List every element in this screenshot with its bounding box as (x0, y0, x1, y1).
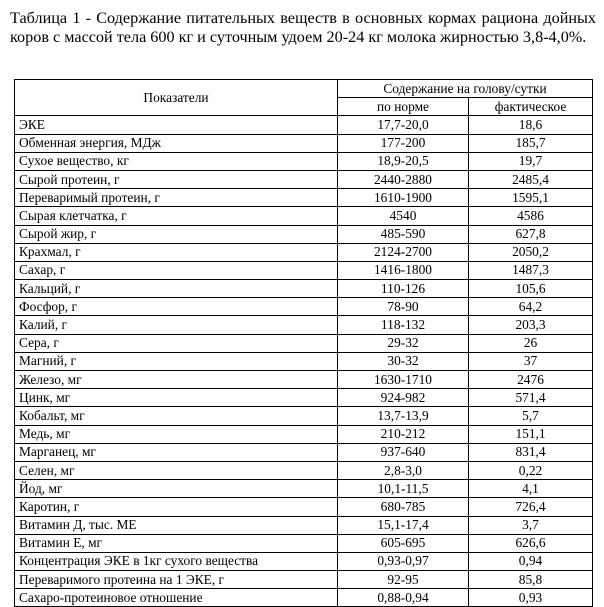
table-row (15, 243, 593, 261)
row-norm-cell: 924-982 (338, 389, 469, 407)
row-name-cell: Концентрация ЭКЕ в 1кг сухого вещества (15, 552, 338, 570)
row-name-cell: Витамин Е, мг (15, 534, 338, 552)
row-norm-cell: 0,93-0,97 (338, 552, 469, 570)
row-name-cell: Сырая клетчатка, г (15, 207, 338, 225)
row-norm-cell: 10,1-11,5 (338, 480, 469, 498)
row-name-cell: Сухое вещество, кг (15, 152, 338, 170)
row-norm-cell: 30-32 (338, 352, 469, 370)
row-name-cell: Переваримого протеина на 1 ЭКЕ, г (15, 571, 338, 589)
row-name-cell: Каротин, г (15, 498, 338, 516)
row-norm-cell: 937-640 (338, 443, 469, 461)
row-name-cell: ЭКЕ (15, 116, 338, 134)
table-row (15, 152, 593, 170)
row-norm-cell: 110-126 (338, 280, 469, 298)
row-name-cell: Кобальт, мг (15, 407, 338, 425)
row-actual-cell: 2485,4 (469, 170, 593, 188)
row-name-cell: Фосфор, г (15, 298, 338, 316)
table-row (15, 280, 593, 298)
table-caption: Таблица 1 - Содержание питательных веществ в основных кормах рациона дойных коров с массой тела 600 кг и суточным удоем 20-24 кг молока жирностью 3,8-4,0%. (10, 9, 596, 46)
row-name-cell: Марганец, мг (15, 443, 338, 461)
table-row (15, 389, 593, 407)
row-name-cell: Железо, мг (15, 371, 338, 389)
row-norm-cell: 2124-2700 (338, 243, 469, 261)
row-norm-cell: 29-32 (338, 334, 469, 352)
row-norm-cell: 15,1-17,4 (338, 516, 469, 534)
row-actual-cell: 185,7 (469, 134, 593, 152)
row-actual-cell: 26 (469, 334, 593, 352)
row-name-cell: Сера, г (15, 334, 338, 352)
row-norm-cell: 2440-2880 (338, 170, 469, 188)
row-name-cell: Сырой жир, г (15, 225, 338, 243)
row-name-cell: Сахаро-протеиновое отношение (15, 589, 338, 607)
table-row (15, 225, 593, 243)
row-actual-cell: 37 (469, 352, 593, 370)
table-row (15, 207, 593, 225)
header-actual: фактическое (469, 98, 593, 116)
row-name-cell: Калий, г (15, 316, 338, 334)
table-row (15, 189, 593, 207)
row-actual-cell: 203,3 (469, 316, 593, 334)
row-actual-cell: 18,6 (469, 116, 593, 134)
table-row (15, 298, 593, 316)
row-name-cell: Сахар, г (15, 261, 338, 279)
row-actual-cell: 626,6 (469, 534, 593, 552)
table-row (15, 116, 593, 134)
row-norm-cell: 0,88-0,94 (338, 589, 469, 607)
table-row (15, 498, 593, 516)
row-actual-cell: 627,8 (469, 225, 593, 243)
table-row (15, 316, 593, 334)
row-actual-cell: 4,1 (469, 480, 593, 498)
row-name-cell: Йод, мг (15, 480, 338, 498)
row-norm-cell: 485-590 (338, 225, 469, 243)
row-actual-cell: 5,7 (469, 407, 593, 425)
row-norm-cell: 78-90 (338, 298, 469, 316)
row-actual-cell: 2476 (469, 371, 593, 389)
header-content-group: Содержание на голову/сутки (338, 80, 593, 98)
row-actual-cell: 2050,2 (469, 243, 593, 261)
table-row (15, 480, 593, 498)
row-actual-cell: 726,4 (469, 498, 593, 516)
row-actual-cell: 571,4 (469, 389, 593, 407)
table-row (15, 534, 593, 552)
table-row (15, 334, 593, 352)
row-name-cell: Магний, г (15, 352, 338, 370)
row-norm-cell: 210-212 (338, 425, 469, 443)
row-name-cell: Переваримый протеин, г (15, 189, 338, 207)
row-norm-cell: 1610-1900 (338, 189, 469, 207)
row-norm-cell: 118-132 (338, 316, 469, 334)
table-row (15, 352, 593, 370)
row-norm-cell: 4540 (338, 207, 469, 225)
row-actual-cell: 831,4 (469, 443, 593, 461)
row-name-cell: Сырой протеин, г (15, 170, 338, 188)
table-row (15, 425, 593, 443)
row-norm-cell: 680-785 (338, 498, 469, 516)
row-name-cell: Селен, мг (15, 461, 338, 479)
row-norm-cell: 13,7-13,9 (338, 407, 469, 425)
row-norm-cell: 1416-1800 (338, 261, 469, 279)
row-actual-cell: 0,93 (469, 589, 593, 607)
table-row (15, 261, 593, 279)
row-norm-cell: 17,7-20,0 (338, 116, 469, 134)
row-actual-cell: 64,2 (469, 298, 593, 316)
row-actual-cell: 1595,1 (469, 189, 593, 207)
row-actual-cell: 1487,3 (469, 261, 593, 279)
table-row (15, 371, 593, 389)
row-actual-cell: 151,1 (469, 425, 593, 443)
row-norm-cell: 177-200 (338, 134, 469, 152)
row-name-cell: Крахмал, г (15, 243, 338, 261)
row-actual-cell: 19,7 (469, 152, 593, 170)
table-row (15, 170, 593, 188)
row-norm-cell: 2,8-3,0 (338, 461, 469, 479)
row-norm-cell: 1630-1710 (338, 371, 469, 389)
header-indicator: Показатели (15, 80, 338, 116)
row-actual-cell: 85,8 (469, 571, 593, 589)
table-row (15, 461, 593, 479)
row-norm-cell: 92-95 (338, 571, 469, 589)
row-actual-cell: 0,22 (469, 461, 593, 479)
table-body (15, 116, 593, 607)
row-name-cell: Цинк, мг (15, 389, 338, 407)
row-norm-cell: 605-695 (338, 534, 469, 552)
header-norm: по норме (338, 98, 469, 116)
row-name-cell: Витамин Д, тыс. МЕ (15, 516, 338, 534)
row-actual-cell: 0,94 (469, 552, 593, 570)
table-row (15, 589, 593, 607)
row-name-cell: Кальций, г (15, 280, 338, 298)
row-actual-cell: 3,7 (469, 516, 593, 534)
row-actual-cell: 105,6 (469, 280, 593, 298)
row-name-cell: Обменная энергия, МДж (15, 134, 338, 152)
table-row (15, 552, 593, 570)
row-name-cell: Медь, мг (15, 425, 338, 443)
table-row (15, 443, 593, 461)
table-row (15, 516, 593, 534)
table-row (15, 407, 593, 425)
table-row (15, 134, 593, 152)
nutrient-table (14, 79, 593, 607)
row-actual-cell: 4586 (469, 207, 593, 225)
table-row (15, 571, 593, 589)
row-norm-cell: 18,9-20,5 (338, 152, 469, 170)
